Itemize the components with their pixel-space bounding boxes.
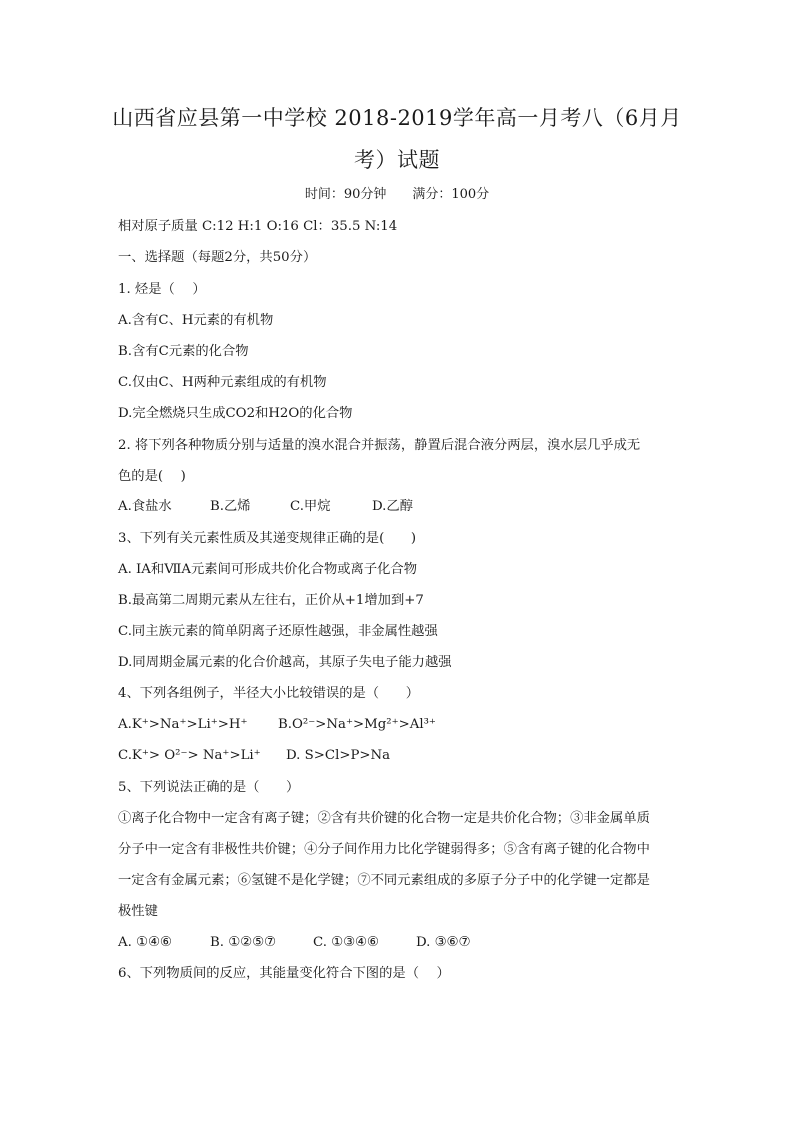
q1-option-d: D.完全燃烧只生成CO2和H2O的化合物: [118, 406, 353, 421]
q5-stem: 5、下列说法正确的是（ ）: [118, 780, 300, 795]
q3-option-a: A. ⅠA和ⅦA元素间可形成共价化合物或离子化合物: [118, 562, 418, 577]
q5-option-d: D. ③⑥⑦: [416, 935, 471, 950]
exam-info: [0, 185, 794, 205]
q5-option-b: B. ①②⑤⑦: [210, 935, 276, 950]
q5-option-a: A. ①④⑥: [118, 935, 172, 950]
q2-option-b: B.乙烯: [210, 499, 251, 514]
atomic-masses: 相对原子质量 C:12 H:1 O:16 Cl：35.5 N:14: [118, 219, 398, 234]
q2-options: [118, 497, 413, 517]
q2-stem-line-1: 2. 将下列各种物质分别与适量的溴水混合并振荡，静置后混合液分两层，溴水层几乎成无: [118, 438, 641, 453]
q6-stem: 6、下列物质间的反应，其能量变化符合下图的是（ ）: [118, 966, 450, 981]
q2-option-d: D.乙醇: [372, 499, 414, 514]
q4-option-a: A.K⁺>Na⁺>Li⁺>H⁺: [118, 717, 248, 732]
q2-stem-line-2: 色的是( ): [118, 469, 186, 484]
section-heading: 一、选择题（每题2分，共50分）: [118, 250, 317, 265]
exam-time: 时间：90分钟: [304, 187, 387, 202]
q4-option-b: B.O²⁻>Na⁺>Mg²⁺>Al³⁺: [278, 717, 436, 732]
q4-option-d: D. S>Cl>P>Na: [286, 748, 391, 763]
exam-title-line-1: 山西省应县第一中学校 2018-2019学年高一月考八（6月月: [112, 106, 682, 130]
q1-option-c: C.仅由C、H两种元素组成的有机物: [118, 375, 327, 390]
q5-option-c: C. ①③④⑥: [313, 935, 379, 950]
q4-options-row-1: [118, 715, 436, 735]
exam-title-line-2: 考）试题: [354, 148, 440, 172]
q1-option-b: B.含有C元素的化合物: [118, 344, 249, 359]
q5-options: [118, 933, 470, 953]
q4-option-c: C.K⁺> O²⁻> Na⁺>Li⁺: [118, 748, 261, 763]
q3-option-c: C.同主族元素的简单阴离子还原性越强，非金属性越强: [118, 624, 438, 639]
q2-option-c: C.甲烷: [290, 499, 331, 514]
q5-body-line-4: 极性键: [118, 904, 158, 919]
q3-option-b: B.最高第二周期元素从左往右，正价从+1增加到+7: [118, 593, 424, 608]
q4-stem: 4、下列各组例子，半径大小比较错误的是（ ）: [118, 686, 419, 701]
q1-stem: 1. 烃是（ ）: [118, 282, 206, 297]
q3-option-d: D.同周期金属元素的化合价越高，其原子失电子能力越强: [118, 655, 452, 670]
q2-option-a: A.食盐水: [118, 499, 172, 514]
q5-body-line-1: ①离子化合物中一定含有离子键；②含有共价键的化合物一定是共价化合物；③非金属单质: [118, 811, 650, 826]
exam-score: 满分：100分: [412, 187, 490, 202]
q1-option-a: A.含有C、H元素的有机物: [118, 313, 274, 328]
q5-body-line-2: 分子中一定含有非极性共价键；④分子间作用力比化学键弱得多；⑤含有离子键的化合物中: [118, 842, 650, 857]
q5-body-line-3: 一定含有金属元素；⑥氢键不是化学键；⑦不同元素组成的多原子分子中的化学键一定都是: [118, 873, 650, 888]
q4-options-row-2: [118, 746, 390, 766]
q3-stem: 3、下列有关元素性质及其递变规律正确的是( ): [118, 531, 417, 546]
